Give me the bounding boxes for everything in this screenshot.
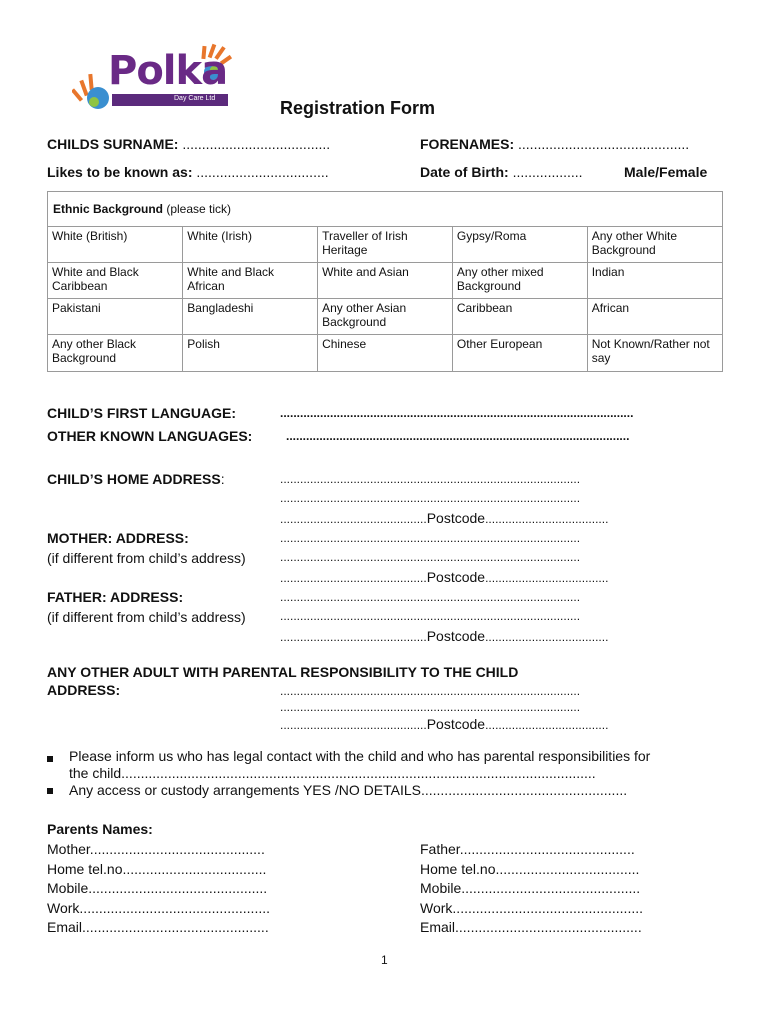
- other-adult-postcode-field[interactable]: .....................................: [485, 718, 609, 732]
- page-title: Registration Form: [280, 98, 436, 118]
- forenames-field[interactable]: ............................................: [518, 136, 690, 152]
- home-address-colon: :: [220, 471, 225, 487]
- mother-home-tel-field[interactable]: Home tel.no.....................................: [47, 860, 267, 877]
- first-language-field[interactable]: ..........................................................................................................: [280, 406, 634, 420]
- mother-address-note: (if different from child’s address): [47, 550, 246, 566]
- father-address-line-1[interactable]: ..........................................................................................: [280, 590, 581, 604]
- mother-work-field[interactable]: Work.................................................: [47, 899, 271, 916]
- ethnic-heading-label: Ethnic Background: [53, 202, 164, 216]
- father-address-line-2[interactable]: ..........................................................................................: [280, 609, 581, 623]
- other-adult-address-line-1[interactable]: ..........................................................................................: [280, 684, 581, 698]
- father-postcode-field[interactable]: .....................................: [485, 630, 609, 644]
- ethnic-heading: [48, 192, 722, 227]
- logo-brand-text: Polka: [108, 48, 228, 94]
- mother-address-line-2[interactable]: ..........................................................................................: [280, 550, 581, 564]
- other-languages-label: OTHER KNOWN LANGUAGES:: [47, 428, 253, 444]
- mother-postcode-label: Postcode: [426, 569, 486, 585]
- company-logo: [72, 40, 237, 115]
- home-address-label: CHILD’S HOME ADDRESS: [47, 471, 221, 487]
- ethnic-option-cell[interactable]: Any other mixed Background: [452, 263, 587, 299]
- ethnic-row: [48, 335, 722, 372]
- home-postcode-prefix: ............................................: [280, 512, 427, 526]
- ethnic-option-cell[interactable]: Traveller of Irish Heritage: [318, 227, 453, 263]
- other-languages-field[interactable]: .......................................................................................................: [286, 429, 630, 443]
- home-postcode-label: Postcode: [426, 510, 486, 526]
- ethnic-option-cell[interactable]: Pakistani: [48, 299, 183, 335]
- bullet-text-line-2[interactable]: the child..........................................................................................................................: [69, 765, 596, 781]
- other-languages-row[interactable]: [47, 428, 252, 444]
- mother-address-line-1[interactable]: ..........................................................................................: [280, 531, 581, 545]
- ethnic-option-cell[interactable]: African: [587, 299, 722, 335]
- parents-left-column: [47, 840, 270, 938]
- bullet-icon: [47, 756, 53, 762]
- ethnic-option-cell[interactable]: Caribbean: [452, 299, 587, 335]
- ethnic-option-cell[interactable]: Polish: [183, 335, 318, 372]
- logo-subtitle: Day Care Ltd: [174, 95, 216, 102]
- page-number: 1: [381, 953, 388, 967]
- father-mobile-field[interactable]: Mobile..............................................: [420, 880, 641, 896]
- parents-heading: Parents Names:: [47, 821, 153, 837]
- other-adult-address-line-2[interactable]: ..........................................................................................: [280, 700, 581, 714]
- bullet-text-line-1[interactable]: Any access or custody arrangements YES /NO DETAILS.....................................................: [69, 782, 628, 798]
- ethnic-heading-note: (please tick): [163, 202, 232, 216]
- mother-address-label: MOTHER: ADDRESS:: [47, 530, 189, 546]
- mother-postcode-field[interactable]: .....................................: [485, 571, 609, 585]
- surname-field[interactable]: ......................................: [182, 136, 331, 152]
- known-as-label: Likes to be known as:: [47, 164, 193, 180]
- ethnic-row: [48, 227, 722, 263]
- first-language-label: CHILD’S FIRST LANGUAGE:: [47, 405, 236, 421]
- ethnic-option-cell[interactable]: Any other Asian Background: [318, 299, 453, 335]
- ethnic-background-table: [47, 191, 723, 372]
- ethnic-option-cell[interactable]: Not Known/Rather not say: [591, 337, 710, 365]
- known-as-field[interactable]: ..................................: [196, 164, 329, 180]
- forenames-row[interactable]: [420, 136, 689, 152]
- ethnic-option-cell[interactable]: White and Black Caribbean: [48, 263, 183, 299]
- father-email-field[interactable]: Email................................................: [420, 919, 642, 935]
- ethnic-option-cell[interactable]: White (British): [48, 227, 183, 263]
- other-adult-heading: ANY OTHER ADULT WITH PARENTAL RESPONSIBILITY TO THE CHILD: [47, 664, 519, 680]
- gender-field[interactable]: Male/Female: [624, 164, 708, 180]
- mother-postcode-row[interactable]: [280, 569, 608, 587]
- father-address-note: (if different from child’s address): [47, 609, 246, 625]
- logo-band: [112, 94, 228, 106]
- forenames-label: FORENAMES:: [420, 136, 515, 152]
- father-work-field[interactable]: Work.................................................: [420, 899, 644, 916]
- ethnic-option-cell[interactable]: Any other White Background: [587, 227, 722, 263]
- home-postcode-row[interactable]: [280, 510, 608, 528]
- bullet-icon: [47, 788, 53, 794]
- other-adult-postcode-row[interactable]: [280, 716, 608, 734]
- first-language-row[interactable]: [47, 405, 236, 421]
- ethnic-option-cell[interactable]: Bangladeshi: [183, 299, 318, 335]
- dob-label: Date of Birth:: [420, 164, 509, 180]
- father-postcode-prefix: ............................................: [280, 630, 427, 644]
- bullet-list: [47, 748, 727, 807]
- other-adult-postcode-prefix: ............................................: [280, 718, 427, 732]
- mother-email-field[interactable]: Email................................................: [47, 919, 269, 935]
- surname-label: CHILDS SURNAME:: [47, 136, 179, 152]
- home-address-line-1[interactable]: ..........................................................................................: [280, 472, 581, 486]
- father-postcode-label: Postcode: [426, 628, 486, 644]
- ethnic-option-cell[interactable]: Chinese: [318, 335, 453, 372]
- father-address-label: FATHER: ADDRESS:: [47, 589, 184, 605]
- parents-right-column: [420, 840, 643, 938]
- ethnic-option-cell[interactable]: Other European: [452, 335, 587, 372]
- mother-postcode-prefix: ............................................: [280, 571, 427, 585]
- other-adult-postcode-label: Postcode: [426, 716, 486, 732]
- ethnic-option-cell[interactable]: Any other Black Background: [48, 335, 183, 372]
- ethnic-row: [48, 299, 722, 335]
- ethnic-option-cell[interactable]: Gypsy/Roma: [452, 227, 587, 263]
- father-home-tel-field[interactable]: Home tel.no.....................................: [420, 860, 640, 877]
- surname-row[interactable]: [47, 136, 330, 152]
- other-adult-address-label: ADDRESS:: [47, 682, 121, 698]
- dob-row[interactable]: [420, 164, 583, 180]
- ethnic-option-cell[interactable]: White and Asian: [318, 263, 453, 299]
- ethnic-option-cell[interactable]: White (Irish): [183, 227, 318, 263]
- ethnic-option-cell[interactable]: White and Black African: [183, 263, 318, 299]
- mother-name-field[interactable]: Mother.............................................: [47, 841, 265, 857]
- home-address-line-2[interactable]: ..........................................................................................: [280, 491, 581, 505]
- known-as-row[interactable]: [47, 164, 329, 180]
- ethnic-row: [48, 263, 722, 299]
- father-postcode-row[interactable]: [280, 628, 608, 646]
- father-name-field[interactable]: Father.............................................: [420, 841, 635, 857]
- ethnic-options-grid: [48, 227, 722, 371]
- ethnic-option-cell[interactable]: Indian: [587, 263, 722, 299]
- bullet-text-line-1: Please inform us who has legal contact with the child and who has parental responsibilities for: [69, 748, 651, 764]
- home-postcode-field[interactable]: .....................................: [485, 512, 609, 526]
- home-address-heading: [47, 471, 225, 487]
- bullet-item[interactable]: [47, 782, 727, 807]
- mother-mobile-field[interactable]: Mobile..............................................: [47, 880, 268, 896]
- dob-field[interactable]: ..................: [512, 164, 583, 180]
